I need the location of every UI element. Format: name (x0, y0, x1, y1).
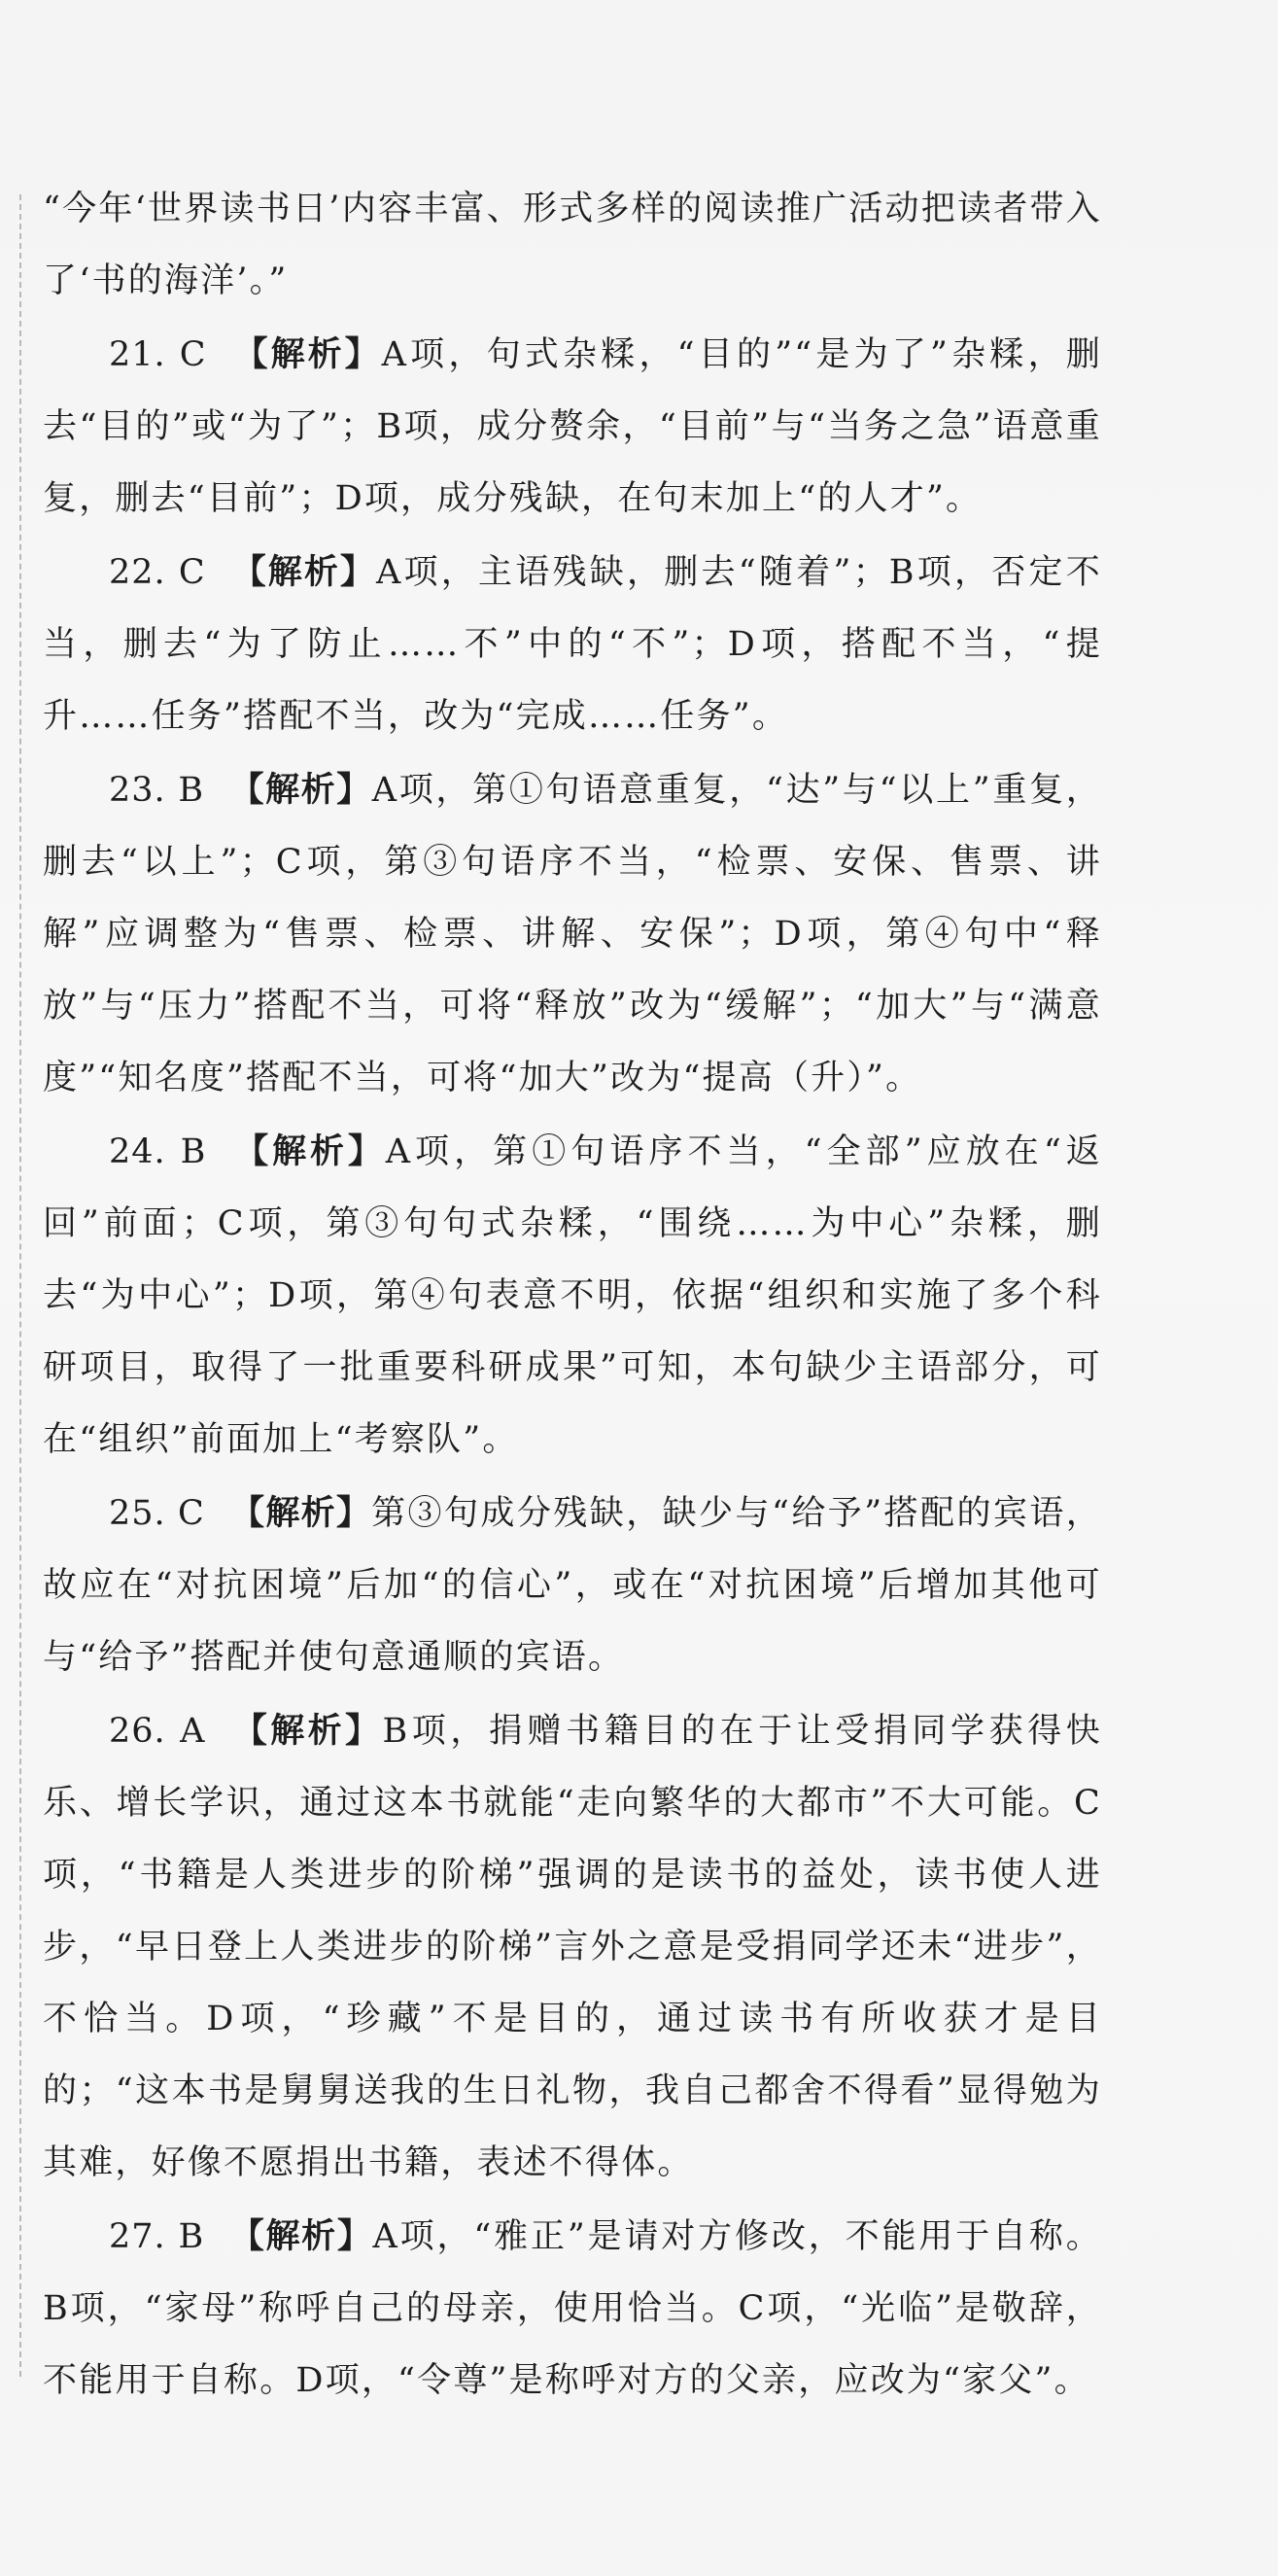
analysis-tag: 【解析】 (229, 2217, 373, 2256)
answer-explanation: A项，句式杂糅，“目的”“是为了”杂糅，删去“目的”或“为了”；B项，成分赘余，“目前”与“当务之急”语意重复，删去“目前”；D项，成分残缺，在句末加上“的人才”。 (43, 335, 1102, 518)
answer-number: 23. B (109, 771, 205, 810)
answer-number: 22. C (109, 553, 206, 592)
analysis-tag: 【解析】 (231, 335, 382, 374)
intro-sentence: “今年‘世界读书日’内容丰富、形式多样的阅读推广活动把读者带入了‘书的海洋’。” (43, 190, 1102, 300)
answer-number: 21. C (109, 335, 207, 374)
analysis-tag: 【解析】 (230, 1712, 383, 1751)
answer-22 (43, 537, 1102, 752)
answer-explanation: A项，第①句语意重复，“达”与“以上”重复，删去“以上”；C项，第③句语序不当，“检票、安保、售票、讲解”应调整为“售票、检票、讲解、安保”；D项，第④句中“释放”与“压力”搭配不当，可将“释放”改为“缓解”；“加大”与“满意度”“知名度”搭配不当，可将“加大”改为“提高（升）”。 (43, 771, 1102, 1097)
answer-25 (43, 1478, 1102, 1693)
answer-number: 24. B (109, 1132, 207, 1171)
answer-number: 25. C (109, 1494, 205, 1533)
answer-24 (43, 1116, 1102, 1476)
answer-number: 26. A (109, 1712, 206, 1751)
answer-explanation: A项，“雅正”是请对方修改，不能用于自称。B项，“家母”称呼自己的母亲，使用恰当。C项，“光临”是敬辞，不能用于自称。D项，“令尊”是称呼对方的父亲，应改为“家父”。 (43, 2217, 1102, 2400)
answer-27 (43, 2201, 1102, 2417)
analysis-tag: 【解析】 (231, 1132, 386, 1171)
answer-explanation: 第③句成分残缺，缺少与“给予”搭配的宾语，故应在“对抗困境”后加“的信心”，或在“对抗困境”后增加其他可与“给予”搭配并使句意通顺的宾语。 (43, 1494, 1102, 1677)
answer-26 (43, 1695, 1102, 2199)
analysis-tag: 【解析】 (229, 1494, 372, 1533)
analysis-tag: 【解析】 (229, 771, 372, 810)
answer-number: 27. B (109, 2217, 205, 2256)
answer-23 (43, 754, 1102, 1114)
answer-21 (43, 319, 1102, 535)
analysis-tag: 【解析】 (230, 553, 376, 592)
answer-explanation: B项，捐赠书籍目的在于让受捐同学获得快乐、增长学识，通过这本书就能“走向繁华的大都市”不大可能。C项，“书籍是人类进步的阶梯”强调的是读书的益处，读书使人进步，“早日登上人类进步的阶梯”言外之意是受捐同学还未“进步”，不恰当。D项，“珍藏”不是目的，通过读书有所收获才是目的；“这本书是舅舅送我的生日礼物，我自己都舍不得看”显得勉为其难，好像不愿捐出书籍，表述不得体。 (43, 1712, 1102, 2182)
answer-explanation: A项，主语残缺，删去“随着”；B项，否定不当，删去“为了防止……不”中的“不”；D项，搭配不当，“提升……任务”搭配不当，改为“完成……任务”。 (43, 553, 1102, 736)
answer-explanation: A项，第①句语序不当，“全部”应放在“返回”前面；C项，第③句句式杂糅，“围绕……为中心”杂糅，删去“为中心”；D项，第④句表意不明，依据“组织和实施了多个科研项目，取得了一批重要科研成果”可知，本句缺少主语部分，可在“组织”前面加上“考察队”。 (43, 1132, 1102, 1459)
answer-text-body (43, 173, 1102, 2419)
binding-margin-line (19, 194, 21, 2377)
